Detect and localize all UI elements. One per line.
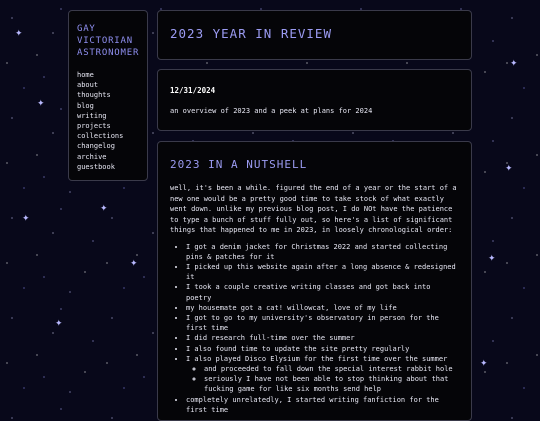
sparkle-star-icon: ✦ xyxy=(480,359,488,369)
page-title: 2023 YEAR IN REVIEW xyxy=(170,26,332,41)
sub-list-item: ◦ seriously I have not been able to stop thinking about that fucking game for like six months send help xyxy=(204,374,459,394)
list-item: • completely unrelatedly, I started writing fanfiction for the first time xyxy=(186,395,459,415)
nav-link-collections[interactable]: collections xyxy=(77,132,124,141)
list-item: • I picked up this website again after a long absence & redesigned it xyxy=(186,262,459,282)
list-item: • I got a denim jacket for Christmas 2022 and started collecting pins & patches for it xyxy=(186,242,459,262)
post-date: 12/31/2024 xyxy=(170,86,216,95)
event-list xyxy=(170,242,459,415)
list-item-with-sublist xyxy=(186,354,459,395)
nav-link-home[interactable]: home xyxy=(77,71,94,79)
nav-link-archive[interactable]: archive xyxy=(77,152,107,161)
title-panel xyxy=(157,10,472,60)
sidebar xyxy=(68,10,148,181)
sparkle-star-icon: ✦ xyxy=(130,259,138,269)
section-heading: 2023 IN A NUTSHELL xyxy=(170,158,308,171)
sparkle-star-icon: ✦ xyxy=(100,204,108,214)
post-summary: an overview of 2023 and a peek at plans for 2024 xyxy=(170,107,373,115)
nav-link-writing[interactable]: writing xyxy=(77,111,107,120)
sparkle-star-icon: ✦ xyxy=(37,99,45,109)
site-title[interactable]: GAY VICTORIAN ASTRONOMER xyxy=(77,24,140,58)
nav-link-projects[interactable]: projects xyxy=(77,122,111,131)
sub-list-item: ◦ and proceeded to fall down the special interest rabbit hole xyxy=(204,364,459,374)
nav-link-about[interactable]: about xyxy=(77,81,99,90)
sub-list xyxy=(186,364,459,395)
sparkle-star-icon: ✦ xyxy=(55,319,63,329)
list-item: • I took a couple creative writing classes and got back into poetry xyxy=(186,282,459,302)
list-item: • I did research full-time over the summer xyxy=(186,333,459,343)
list-item: • I got to go to my university's observatory in person for the first time xyxy=(186,313,459,333)
nav-link-changelog[interactable]: changelog xyxy=(77,142,115,151)
sparkle-star-icon: ✦ xyxy=(488,254,496,264)
intro-paragraph: well, it's been a while. figured the end of a year or the start of a new one would be a pretty good time to take stock of what exactly went down. unlike my previous blog post, I do NOt have the patience to type a bunch of stuff fully out, so here's a list of significant things that happened to me in 2023, in loosely chronological order: xyxy=(170,184,457,234)
nav-link-thoughts[interactable]: thoughts xyxy=(77,91,111,100)
list-item: • I also found time to update the site pretty regularly xyxy=(186,344,459,354)
list-item-text: I also played Disco Elysium for the first time over the summer xyxy=(186,354,448,363)
nav-link-blog[interactable]: blog xyxy=(77,101,94,110)
post-content-panel xyxy=(157,141,472,421)
nav-link-guestbook[interactable]: guestbook xyxy=(77,162,115,171)
sparkle-star-icon: ✦ xyxy=(15,29,23,39)
post-meta-panel xyxy=(157,69,472,131)
list-item: • my housemate got a cat! willowcat, love of my life xyxy=(186,303,459,313)
sparkle-star-icon: ✦ xyxy=(505,164,513,174)
sparkle-star-icon: ✦ xyxy=(22,214,30,224)
sidebar-nav xyxy=(77,70,139,172)
sparkle-star-icon: ✦ xyxy=(510,59,518,69)
